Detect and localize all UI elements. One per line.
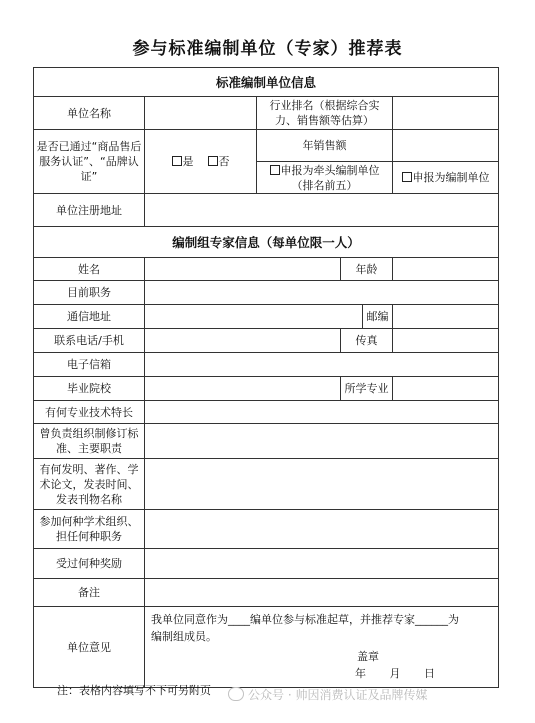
- yes-label: 是: [182, 155, 194, 168]
- registered-address-field[interactable]: [145, 194, 499, 227]
- wechat-icon: [228, 687, 244, 701]
- fax-field[interactable]: [393, 329, 499, 353]
- industry-rank-field[interactable]: [393, 97, 499, 130]
- organizations-label: 参加何种学术组织、担任何种职务: [34, 510, 145, 549]
- checkbox-icon: [402, 172, 412, 182]
- school-field[interactable]: [145, 377, 341, 401]
- major-field[interactable]: [393, 377, 499, 401]
- date-label: 年 月 日: [355, 667, 435, 680]
- remarks-field[interactable]: [145, 579, 499, 607]
- fax-label: 传真: [341, 329, 393, 353]
- expert-section-header: 编制组专家信息（每单位限一人）: [34, 227, 499, 258]
- seal-label: 盖章: [357, 650, 379, 663]
- annual-sales-label: 年销售额: [257, 130, 393, 162]
- publications-label: 有何发明、著作、学术论文，发表时间、发表刊物名称: [34, 459, 145, 510]
- industry-rank-label: 行业排名（根据综合实力、销售额等估算）: [257, 97, 393, 130]
- footnote: 注：表格内容填写不下可另附页: [57, 684, 211, 697]
- address-label: 通信地址: [34, 305, 145, 329]
- opinion-text-line-2: 编制组成员。: [151, 630, 217, 643]
- age-label: 年龄: [341, 258, 393, 281]
- unit-opinion-label: 单位意见: [34, 607, 145, 688]
- organizations-field[interactable]: [145, 510, 499, 549]
- unit-name-field[interactable]: [145, 97, 257, 130]
- member-unit-option-label: 申报为编制单位: [412, 171, 490, 184]
- recommendation-form: [33, 67, 499, 688]
- postcode-field[interactable]: [393, 305, 499, 329]
- certification-question-label: 是否已通过“商品售后服务认证”、“品牌认证”: [34, 130, 145, 194]
- unit-section-header: 标准编制单位信息: [34, 68, 499, 97]
- drafting-experience-label: 曾负责组织制修订标准、主要职责: [34, 424, 145, 459]
- yes-checkbox[interactable]: [172, 155, 194, 168]
- postcode-label: 邮编: [363, 305, 393, 329]
- lead-unit-option[interactable]: [257, 162, 393, 194]
- phone-field[interactable]: [145, 329, 341, 353]
- school-label: 毕业院校: [34, 377, 145, 401]
- awards-field[interactable]: [145, 549, 499, 579]
- checkbox-icon: [208, 156, 218, 166]
- address-field[interactable]: [145, 305, 363, 329]
- opinion-text-line-1: 我单位同意作为____编单位参与标准起草，并推荐专家______为: [151, 613, 459, 626]
- email-field[interactable]: [145, 353, 499, 377]
- name-label: 姓名: [34, 258, 145, 281]
- publications-field[interactable]: [145, 459, 499, 510]
- registered-address-label: 单位注册地址: [34, 194, 145, 227]
- watermark: [228, 686, 427, 703]
- position-label: 目前职务: [34, 281, 145, 305]
- awards-label: 受过何种奖励: [34, 549, 145, 579]
- position-field[interactable]: [145, 281, 499, 305]
- phone-label: 联系电话/手机: [34, 329, 145, 353]
- unit-opinion-field[interactable]: [145, 607, 499, 688]
- certification-choice: [145, 130, 257, 194]
- age-field[interactable]: [393, 258, 499, 281]
- name-field[interactable]: [145, 258, 341, 281]
- specialty-label: 有何专业技术特长: [34, 401, 145, 424]
- lead-unit-option-label: 申报为牵头编制单位（排名前五）: [280, 163, 380, 192]
- specialty-field[interactable]: [145, 401, 499, 424]
- no-checkbox[interactable]: [208, 155, 230, 168]
- watermark-text: 公众号 · 帅因消费认证及品牌传媒: [248, 688, 428, 702]
- unit-name-label: 单位名称: [34, 97, 145, 130]
- checkbox-icon: [270, 165, 280, 175]
- no-label: 否: [218, 155, 230, 168]
- checkbox-icon: [172, 156, 182, 166]
- email-label: 电子信箱: [34, 353, 145, 377]
- page-title: 参与标准编制单位（专家）推荐表: [132, 39, 403, 59]
- major-label: 所学专业: [341, 377, 393, 401]
- annual-sales-field[interactable]: [393, 130, 499, 162]
- remarks-label: 备注: [34, 579, 145, 607]
- member-unit-option[interactable]: [393, 162, 499, 194]
- drafting-experience-field[interactable]: [145, 424, 499, 459]
